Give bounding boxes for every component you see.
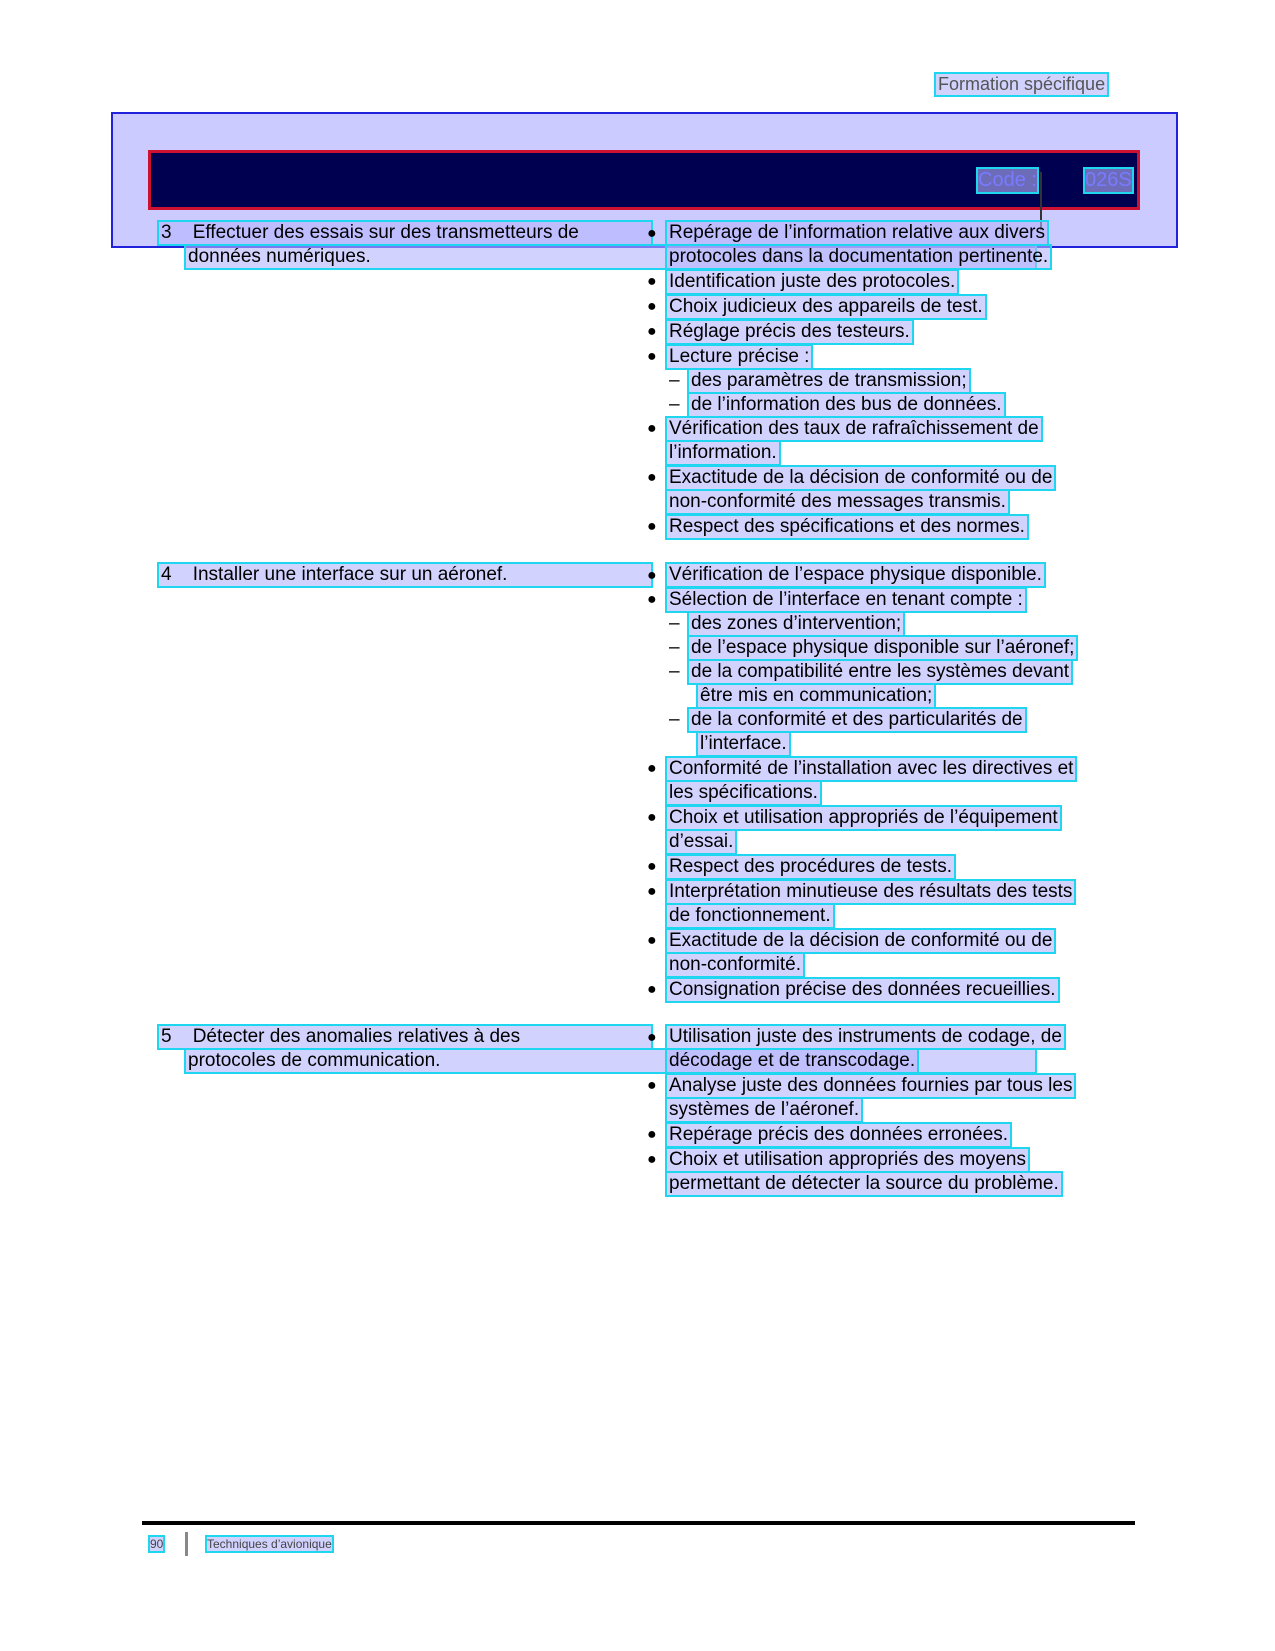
criterion: Consignation précise des données recueillies. [669,979,1056,1000]
item-3-statement-line-2: données numériques. [186,246,1035,268]
criterion: Vérification de l’espace physique disponible. [669,564,1042,585]
criterion: Lecture précise : [669,346,810,367]
item-4-statement-line-1 [159,564,651,586]
bullet-icon: ● [647,1126,657,1143]
item-statement: Détecter des anomalies relatives à des [192,1026,521,1047]
item-number: 4 [161,564,172,585]
footer-separator [185,1532,188,1556]
sub-criterion: être mis en communication; [700,685,933,706]
bullet-icon: ● [647,420,657,437]
item-statement: Effectuer des essais sur des transmetteurs de [192,222,579,243]
criterion: Choix et utilisation appropriés de l’équipement [669,807,1058,828]
criterion: Réglage précis des testeurs. [669,321,910,342]
criterion: Exactitude de la décision de conformité ou de [669,467,1053,488]
footer-rule [142,1521,1135,1525]
bullet-icon: ● [647,1151,657,1168]
dash-icon: – [669,637,680,658]
item-statement: Installer une interface sur un aéronef. [192,564,508,585]
dash-icon: – [669,709,680,730]
bullet-icon: ● [647,518,657,535]
criterion: protocoles dans la documentation pertinente. [669,246,1049,267]
sub-criterion: de la compatibilité entre les systèmes devant [691,661,1070,682]
bullet-icon: ● [647,348,657,365]
bullet-icon: ● [647,1077,657,1094]
criterion: Utilisation juste des instruments de codage, de [669,1026,1062,1047]
dash-icon: – [669,661,680,682]
criterion: Conformité de l’installation avec les directives et [669,758,1074,779]
criterion: Choix judicieux des appareils de test. [669,296,983,317]
bullet-icon: ● [647,567,657,584]
sub-criterion: l’interface. [700,733,787,754]
sub-criterion: des paramètres de transmission; [691,370,967,391]
code-label: Code : [978,169,1037,191]
bullet-icon: ● [647,932,657,949]
criterion: non-conformité des messages transmis. [669,491,1006,512]
bullet-icon: ● [647,858,657,875]
criterion: les spécifications. [669,782,818,803]
item-5-statement-line-1 [159,1026,651,1048]
criterion: Exactitude de la décision de conformité ou de [669,930,1053,951]
criterion: systèmes de l’aéronef. [669,1099,860,1120]
item-number: 5 [161,1026,172,1047]
bullet-icon: ● [647,298,657,315]
bullet-icon: ● [647,273,657,290]
criterion: décodage et de transcodage. [669,1050,916,1071]
criterion: Choix et utilisation appropriés des moyens [669,1149,1026,1170]
criterion: Analyse juste des données fournies par tous les [669,1075,1073,1096]
sub-criterion: de l’espace physique disponible sur l’aéronef; [691,637,1075,658]
sub-criterion: de la conformité et des particularités de [691,709,1023,730]
criterion: Respect des procédures de tests. [669,856,953,877]
bullet-icon: ● [647,809,657,826]
bullet-icon: ● [647,323,657,340]
bullet-icon: ● [647,981,657,998]
bullet-icon: ● [647,469,657,486]
criterion: de fonctionnement. [669,905,831,926]
dash-icon: – [669,613,680,634]
sub-criterion: des zones d’intervention; [691,613,902,634]
footer-title: Techniques d’avionique [207,1537,332,1551]
criterion: Identification juste des protocoles. [669,271,956,292]
bullet-icon: ● [647,225,657,242]
item-3-statement-line-1 [159,222,651,244]
bullet-icon: ● [647,760,657,777]
criterion: Repérage précis des données erronées. [669,1124,1009,1145]
criterion: Interprétation minutieuse des résultats des tests [669,881,1073,902]
bullet-icon: ● [647,591,657,608]
sub-criterion: de l’information des bus de données. [691,394,1002,415]
bullet-icon: ● [647,1029,657,1046]
item-5-statement-line-2: protocoles de communication. [186,1050,1035,1072]
criterion: Respect des spécifications et des normes. [669,516,1025,537]
criterion: Vérification des taux de rafraîchissement de [669,418,1039,439]
dash-icon: – [669,394,680,415]
page-number: 90 [150,1537,164,1551]
criterion: d’essai. [669,831,734,852]
criterion: permettant de détecter la source du problème. [669,1173,1059,1194]
criterion: non-conformité. [669,954,802,975]
criterion: l’information. [669,442,777,463]
dash-icon: – [669,370,680,391]
section-header: Formation spécifique [938,74,1106,94]
criterion: Repérage de l’information relative aux divers [669,222,1045,243]
code-value: 026S [1085,169,1132,191]
criterion: Sélection de l’interface en tenant compte : [669,589,1023,610]
bullet-icon: ● [647,883,657,900]
item-number: 3 [161,222,172,243]
